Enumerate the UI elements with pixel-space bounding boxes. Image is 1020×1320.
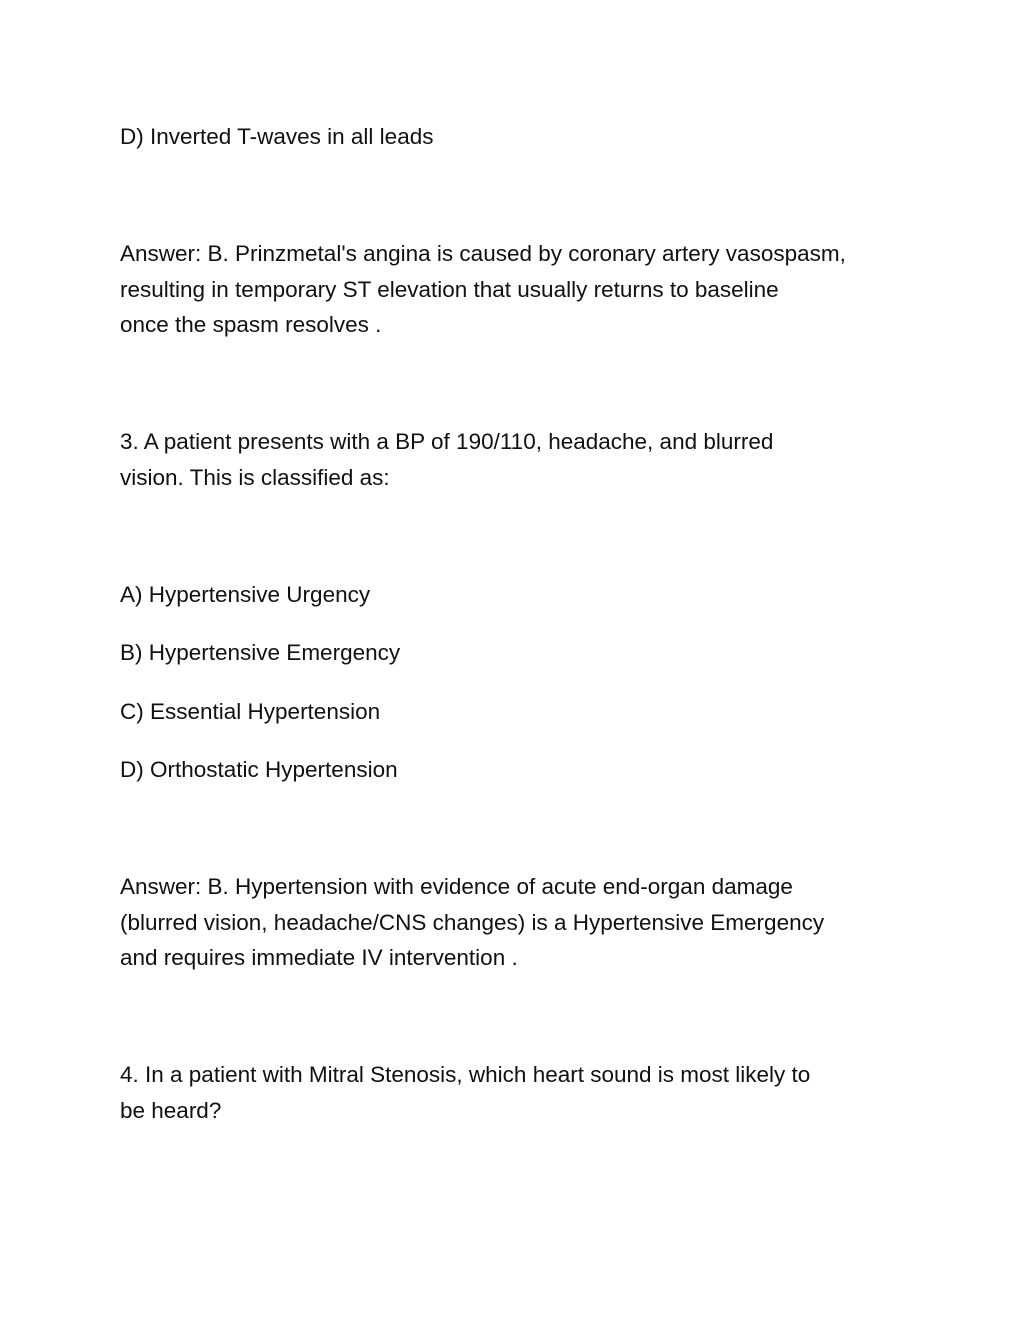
- q3-option-a: A) Hypertensive Urgency: [120, 582, 371, 607]
- q2-answer-line: once the spasm resolves .: [120, 312, 382, 337]
- q3-option-d: D) Orthostatic Hypertension: [120, 757, 398, 782]
- q3-question-line: 3. A patient presents with a BP of 190/110, headache, and blurred: [120, 429, 774, 454]
- q3-answer: [120, 869, 910, 976]
- q3-answer-line: Answer: B. Hypertension with evidence of acute end-organ damage: [120, 874, 793, 899]
- q3-option-b: B) Hypertensive Emergency: [120, 640, 401, 665]
- q3-option-c: C) Essential Hypertension: [120, 699, 381, 724]
- q3-answer-line: and requires immediate IV intervention .: [120, 945, 518, 970]
- q3-question: [120, 424, 910, 495]
- q3-question-line: vision. This is classified as:: [120, 464, 390, 490]
- q2-option-d: D) Inverted T-waves in all leads: [120, 124, 434, 149]
- q2-answer: [120, 236, 910, 343]
- q3-answer-line: (blurred vision, headache/CNS changes) is a Hypertensive Emergency: [120, 909, 825, 935]
- q4-question-line: 4. In a patient with Mitral Stenosis, which heart sound is most likely to: [120, 1062, 811, 1087]
- q4-question: [120, 1057, 910, 1128]
- q4-question-line: be heard?: [120, 1097, 222, 1123]
- q2-answer-line: Answer: B. Prinzmetal's angina is caused by coronary artery vasospasm,: [120, 241, 846, 266]
- q2-answer-line: resulting in temporary ST elevation that usually returns to baseline: [120, 276, 779, 302]
